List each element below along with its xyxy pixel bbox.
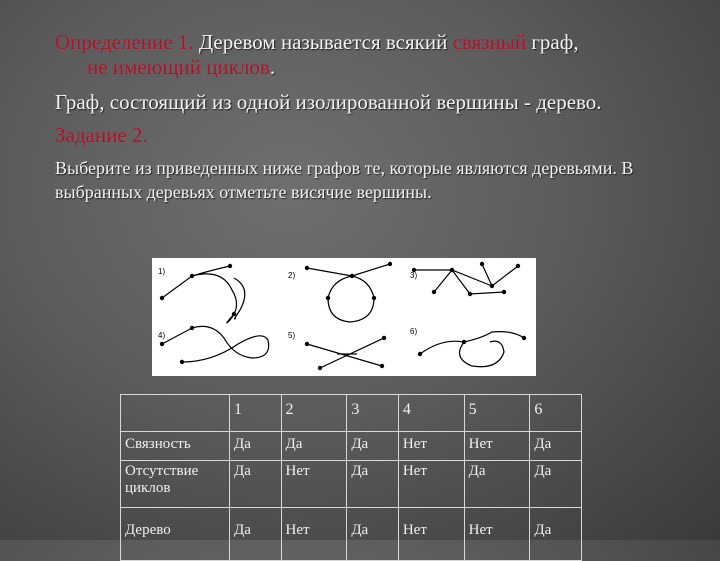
graph-label-2: 2) (288, 271, 296, 280)
table-cell: Нет (398, 461, 464, 508)
vertex (190, 326, 194, 330)
vertex (190, 274, 194, 278)
graph-label-5: 5) (288, 331, 296, 340)
table-cell: Да (530, 432, 582, 461)
vertex (522, 336, 526, 340)
no-cycles-phrase: не имеющий циклов (87, 55, 270, 79)
table-cell: Нет (281, 508, 347, 561)
header-cell (121, 395, 230, 432)
graphs-svg (152, 258, 536, 376)
graph-label-1: 1) (158, 267, 166, 276)
graph-label-4: 4) (158, 331, 166, 340)
vertex (228, 264, 232, 268)
definition-label: Определение 1. (55, 30, 194, 54)
row-label: Отсутствие циклов (121, 461, 230, 508)
vertex (388, 262, 392, 266)
row-label: Связность (121, 432, 230, 461)
vertex (380, 364, 384, 368)
table-row (121, 432, 582, 461)
task-text: Выберите из приведенных ниже графов те, которые являются деревьями. В выбранных деревьях отметьте висячие вершины. (55, 158, 634, 202)
vertex (502, 290, 506, 294)
vertex (372, 296, 376, 300)
vertex (318, 366, 322, 370)
table-cell: Да (530, 461, 582, 508)
definition-continuation (55, 55, 705, 80)
table-header-row (121, 395, 582, 432)
vertex (350, 274, 354, 278)
graphs-figure (152, 258, 536, 376)
graph6-edges (420, 332, 524, 367)
table-cell: Нет (398, 432, 464, 461)
header-cell: 5 (464, 395, 530, 432)
row-label: Дерево (121, 508, 230, 561)
vertex (305, 342, 309, 346)
graph-label-3: 3) (410, 271, 418, 280)
task-body (55, 156, 705, 204)
table-row (121, 508, 582, 561)
table-cell: Нет (464, 432, 530, 461)
isolated-vertex-statement: Граф, состоящий из одной изолированной вершины - дерево. (55, 90, 602, 114)
vertex (232, 312, 236, 316)
graph1-edges (162, 266, 237, 323)
table-cell: Нет (281, 461, 347, 508)
vertex (462, 340, 466, 344)
results-table (120, 394, 582, 561)
vertex (326, 296, 330, 300)
header-cell: 6 (530, 395, 582, 432)
table-cell: Да (347, 508, 399, 561)
vertex (490, 284, 494, 288)
table-cell: Да (530, 508, 582, 561)
vertex (382, 336, 386, 340)
vertex (468, 292, 472, 296)
table-cell: Да (281, 432, 347, 461)
definition-text-2: граф, (526, 30, 579, 54)
vertex (418, 352, 422, 356)
vertex (450, 268, 454, 272)
definition (55, 30, 705, 55)
vertex (480, 262, 484, 266)
table-cell: Да (347, 432, 399, 461)
table-cell: Да (464, 461, 530, 508)
connected-word: связный (452, 30, 527, 54)
table-cell: Да (230, 432, 282, 461)
vertex (180, 360, 184, 364)
vertex (160, 296, 164, 300)
slide-content (55, 30, 705, 204)
table-cell: Нет (398, 508, 464, 561)
table-cell: Да (230, 508, 282, 561)
definition-text-1: Деревом называется всякий (193, 30, 453, 54)
header-cell: 1 (230, 395, 282, 432)
vertex (305, 266, 309, 270)
graph-label-6: 6) (410, 327, 418, 336)
vertex (432, 290, 436, 294)
task-title: Задание 2. (55, 123, 148, 147)
graph3-edges (414, 264, 518, 294)
graph4-edges (162, 326, 269, 362)
header-cell: 4 (398, 395, 464, 432)
table-cell: Нет (464, 508, 530, 561)
table-cell: Да (347, 461, 399, 508)
graph2-edges (307, 264, 390, 322)
vertex (516, 264, 520, 268)
table-cell: Да (230, 461, 282, 508)
vertex (160, 342, 164, 346)
graph5-edges (307, 338, 384, 368)
definition-period: . (269, 55, 276, 79)
header-cell: 3 (347, 395, 399, 432)
header-cell: 2 (281, 395, 347, 432)
table-row (121, 461, 582, 508)
